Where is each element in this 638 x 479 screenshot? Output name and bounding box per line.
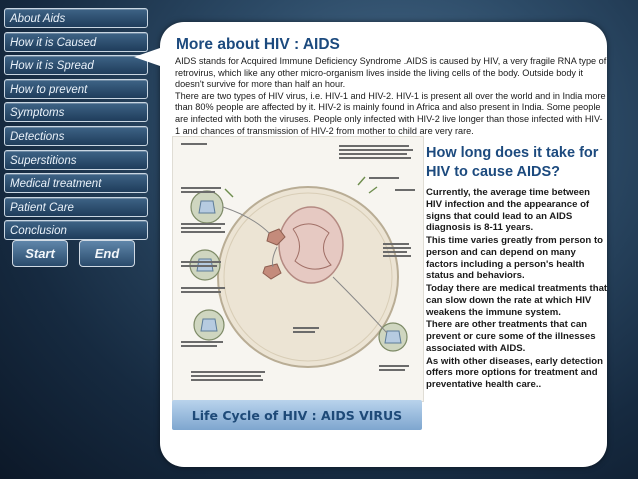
card-pointer xyxy=(134,48,160,66)
sidebar-nav xyxy=(4,8,148,244)
hiv-lifecycle-diagram xyxy=(172,136,424,402)
intro-text xyxy=(175,56,607,137)
intro-paragraph: There are two types of HIV virus, i.e. HIV-1 and HIV-2. HIV-1 is present all over the world and in India more than 80% people are affected by it. HIV-2 is mainly found in Africa and also present in India. Some people are infected with both the viruses. People only infected with HIV-2 live longer than those infected with HIV-1 and chances of transmission of HIV-2 from mother to child are very rare. xyxy=(175,90,606,136)
side-paragraph: Currently, the average time between HIV infection and the appearance of signs that could lead to an AIDS diagnosis is 8-11 years. xyxy=(426,187,591,234)
side-paragraph: Today there are medical treatments that can slow down the rate at which HIV weakens the immune system. xyxy=(426,283,608,318)
diagram-caption-bar xyxy=(172,400,422,430)
side-text xyxy=(426,187,608,391)
hiv-lifecycle-illustration xyxy=(173,137,423,401)
nav-item-conclusion[interactable]: Conclusion xyxy=(4,220,148,240)
start-button[interactable]: Start xyxy=(12,240,68,267)
side-paragraph: There are other treatments that can prevent or cure some of the illnesses associated with AIDS. xyxy=(426,319,596,354)
nav-item-how-spread[interactable]: How it is Spread xyxy=(4,55,148,75)
nav-item-symptoms[interactable]: Symptoms xyxy=(4,102,148,122)
nav-buttons xyxy=(12,240,142,268)
page-title: More about HIV : AIDS xyxy=(176,36,340,53)
nav-item-patient-care[interactable]: Patient Care xyxy=(4,197,148,217)
nav-item-about-aids[interactable]: About Aids xyxy=(4,8,148,28)
end-button[interactable]: End xyxy=(79,240,135,267)
intro-paragraph: AIDS stands for Acquired Immune Deficiency Syndrome .AIDS is caused by HIV, a very fragile RNA type of retrovirus, which like any other micro-organism lives inside the living cells of the body. Outside body it doesn't survive for more than half an hour. xyxy=(175,56,607,90)
side-paragraph: This time varies greatly from person to person and can depend on many factors including a person's health status and behaviors. xyxy=(426,235,604,282)
side-paragraph: As with other diseases, early detection offers more options for treatment and preventative health care.. xyxy=(426,355,604,390)
nav-item-how-prevent[interactable]: How to prevent xyxy=(4,79,148,99)
nav-item-detections[interactable]: Detections xyxy=(4,126,148,146)
nav-item-how-caused[interactable]: How it is Caused xyxy=(4,32,148,52)
nav-item-medical-treatment[interactable]: Medical treatment xyxy=(4,173,148,193)
diagram-caption: Life Cycle of HIV : AIDS VIRUS xyxy=(191,408,403,423)
nav-item-superstitions[interactable]: Superstitions xyxy=(4,150,148,170)
section-heading: How long does it take for HIV to cause AIDS? xyxy=(426,145,599,180)
